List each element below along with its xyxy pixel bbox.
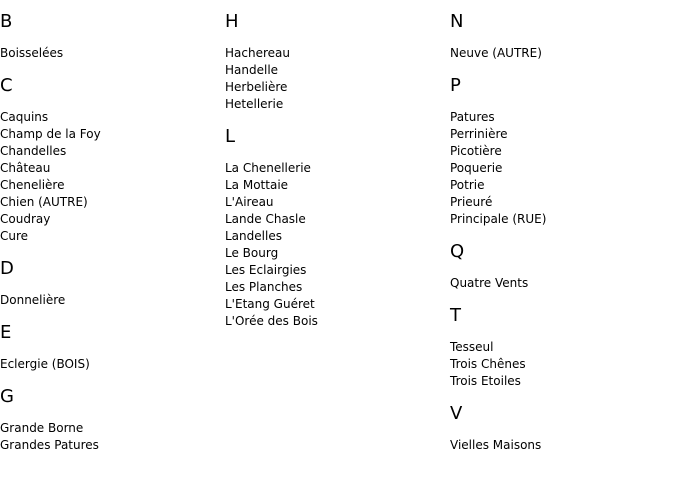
place-link[interactable]: Tesseul: [450, 340, 494, 354]
letter-heading: V: [450, 403, 463, 424]
place-link[interactable]: Handelle: [225, 63, 279, 77]
letter-heading: E: [0, 322, 12, 343]
place-list: [450, 339, 665, 390]
letter-heading: T: [450, 305, 461, 326]
letter-section-v: [450, 404, 665, 454]
place-list: [0, 292, 215, 309]
place-link[interactable]: Trois Etoiles: [450, 374, 521, 388]
place-list: [225, 160, 440, 330]
place-link[interactable]: Vielles Maisons: [450, 438, 542, 452]
place-link[interactable]: La Chenellerie: [225, 161, 311, 175]
place-link[interactable]: Coudray: [0, 212, 51, 226]
place-link[interactable]: Herbelière: [225, 80, 288, 94]
place-link[interactable]: Potrie: [450, 178, 485, 192]
place-list: [0, 45, 215, 62]
place-link[interactable]: La Mottaie: [225, 178, 289, 192]
letter-section-q: [450, 242, 665, 292]
letter-heading: B: [0, 11, 13, 32]
place-link[interactable]: Château: [0, 161, 51, 175]
letter-section-b: [0, 12, 215, 62]
place-link[interactable]: Chandelles: [0, 144, 67, 158]
place-link[interactable]: Hetellerie: [225, 97, 284, 111]
place-list: [450, 275, 665, 292]
place-link[interactable]: Chenelière: [0, 178, 65, 192]
letter-section-d: [0, 259, 215, 309]
letter-heading: H: [225, 11, 239, 32]
letter-section-l: [225, 127, 440, 330]
place-link[interactable]: Cure: [0, 229, 29, 243]
place-link[interactable]: Lande Chasle: [225, 212, 306, 226]
place-link[interactable]: Quatre Vents: [450, 276, 529, 290]
place-list: [0, 356, 215, 373]
place-link[interactable]: Neuve (AUTRE): [450, 46, 542, 60]
letter-section-e: [0, 323, 215, 373]
place-link[interactable]: Patures: [450, 110, 495, 124]
place-link[interactable]: Poquerie: [450, 161, 503, 175]
place-link[interactable]: Principale (RUE): [450, 212, 547, 226]
place-link[interactable]: Landelles: [225, 229, 282, 243]
place-link[interactable]: Boisselées: [0, 46, 64, 60]
place-link[interactable]: Champ de la Foy: [0, 127, 101, 141]
place-list: [225, 45, 440, 113]
place-link[interactable]: L'Etang Guéret: [225, 297, 315, 311]
place-link[interactable]: L'Aireau: [225, 195, 274, 209]
place-list: [0, 420, 215, 454]
place-list: [0, 109, 215, 245]
place-list: [450, 45, 665, 62]
place-link[interactable]: Les Planches: [225, 280, 303, 294]
letter-heading: N: [450, 11, 464, 32]
place-link[interactable]: Hachereau: [225, 46, 290, 60]
letter-section-t: [450, 306, 665, 390]
column-1: [0, 12, 215, 468]
letter-section-h: [225, 12, 440, 113]
column-3: [450, 12, 665, 468]
letter-section-n: [450, 12, 665, 62]
place-link[interactable]: Le Bourg: [225, 246, 279, 260]
place-list: [450, 437, 665, 454]
letter-section-c: [0, 76, 215, 245]
letter-heading: L: [225, 126, 236, 147]
letter-heading: G: [0, 386, 14, 407]
column-2: [225, 12, 440, 344]
place-link[interactable]: Trois Chênes: [450, 357, 526, 371]
place-list: [450, 109, 665, 228]
place-link[interactable]: Donnelière: [0, 293, 66, 307]
letter-heading: D: [0, 258, 14, 279]
place-link[interactable]: Perrinière: [450, 127, 508, 141]
place-link[interactable]: Grandes Patures: [0, 438, 99, 452]
place-link[interactable]: Les Eclairgies: [225, 263, 307, 277]
letter-heading: C: [0, 75, 13, 96]
place-link[interactable]: Picotière: [450, 144, 502, 158]
place-link[interactable]: Chien (AUTRE): [0, 195, 88, 209]
letter-section-p: [450, 76, 665, 228]
letter-heading: P: [450, 75, 461, 96]
letter-section-g: [0, 387, 215, 454]
place-link[interactable]: L'Orée des Bois: [225, 314, 318, 328]
place-link[interactable]: Grande Borne: [0, 421, 84, 435]
letter-heading: Q: [450, 241, 465, 262]
place-link[interactable]: Prieuré: [450, 195, 493, 209]
place-link[interactable]: Caquins: [0, 110, 49, 124]
place-link[interactable]: Eclergie (BOIS): [0, 357, 90, 371]
